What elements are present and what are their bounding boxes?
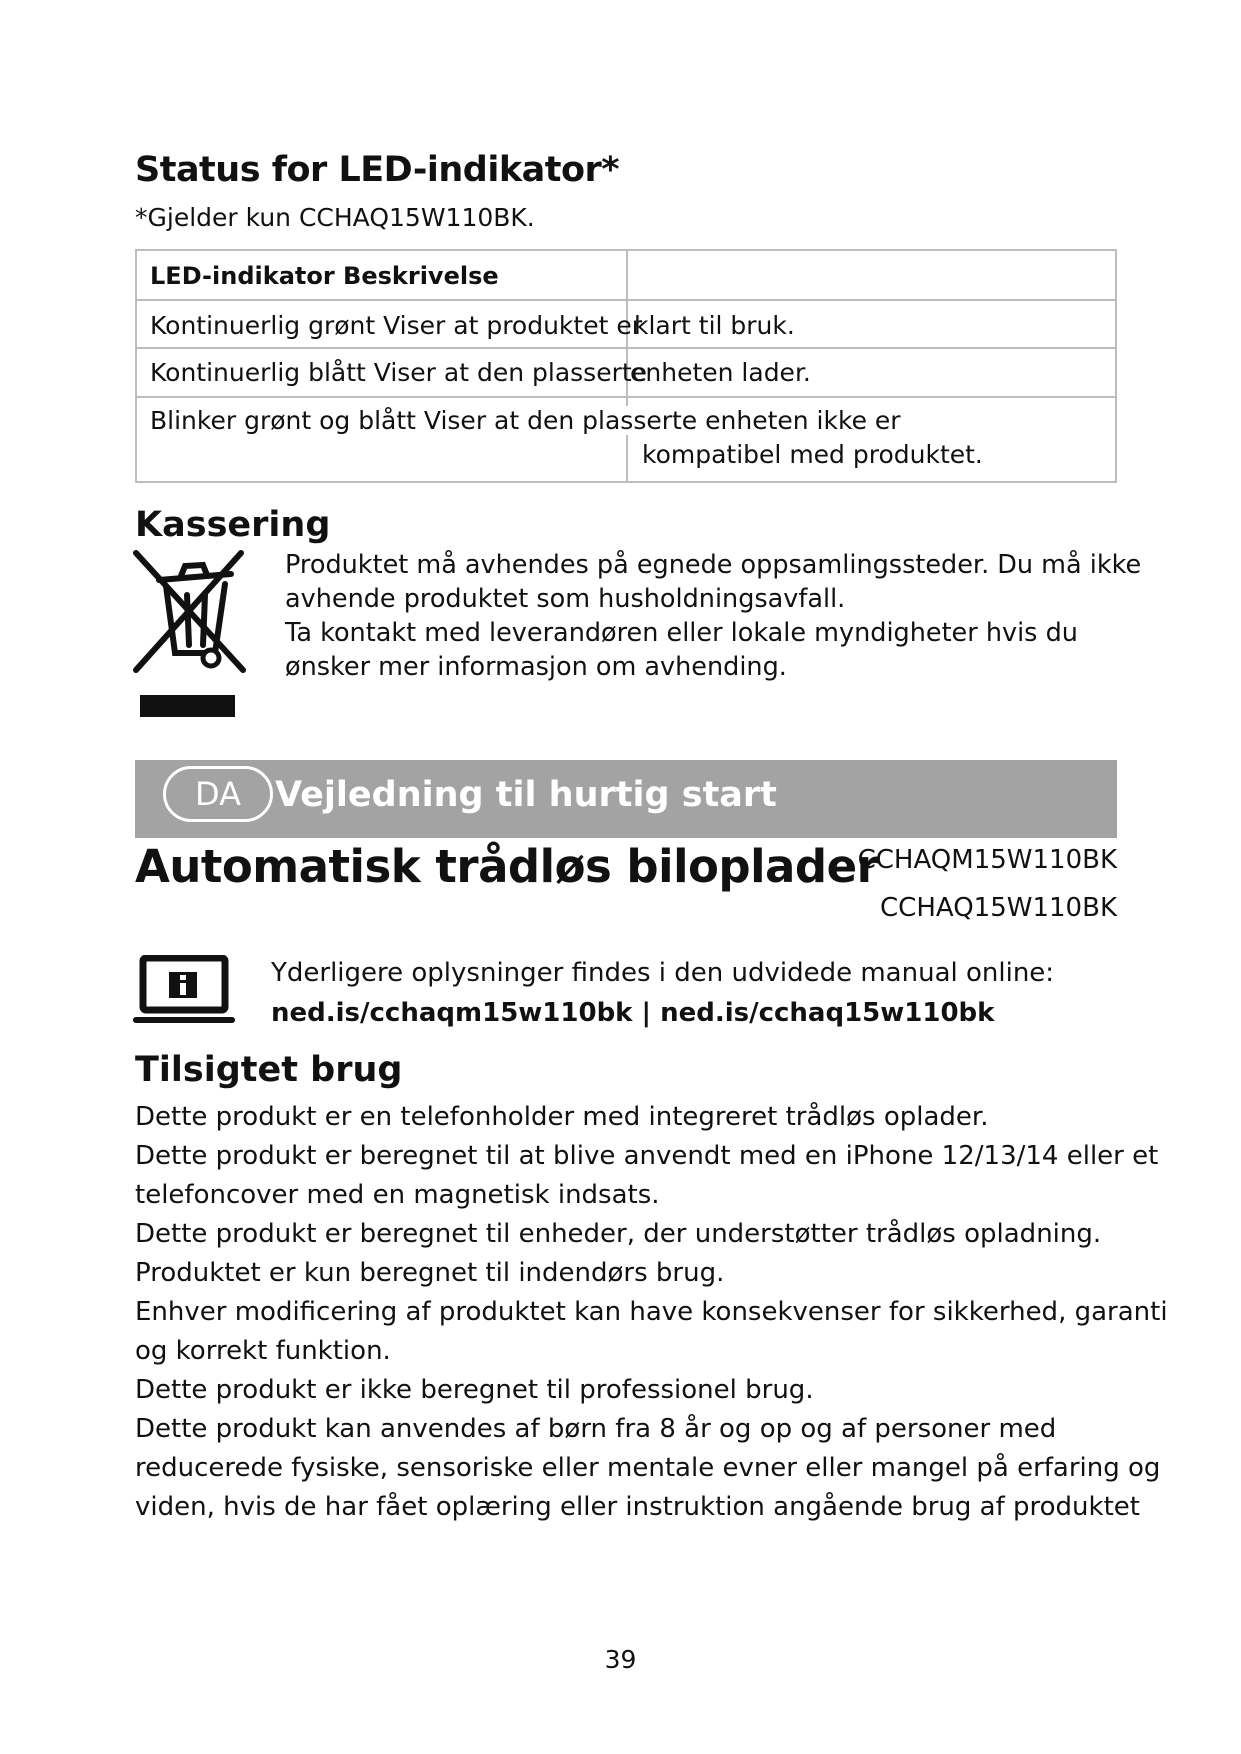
table-row bbox=[137, 301, 1115, 349]
intended-use-line: Enhver modificering af produktet kan have konsekvenser for sikkerhed, garanti bbox=[135, 1297, 1168, 1327]
intended-use-text bbox=[135, 1098, 1168, 1527]
disposal-line: ønsker mer informasjon om avhending. bbox=[285, 652, 787, 682]
table-cell-indicator: Kontinuerlig blått Viser at den plasserte bbox=[150, 358, 648, 387]
table-row bbox=[137, 349, 1115, 398]
crossed-out-wheelie-bin-icon bbox=[133, 550, 248, 720]
disposal-line: Produktet må avhendes på egnede oppsamlingssteder. Du må ikke bbox=[285, 550, 1142, 580]
intended-use-heading: Tilsigtet brug bbox=[135, 1050, 403, 1090]
intended-use-line: Dette produkt er ikke beregnet til professionel brug. bbox=[135, 1375, 814, 1405]
intended-use-line: Produktet er kun beregnet til indendørs brug. bbox=[135, 1258, 725, 1288]
language-badge: DA bbox=[163, 766, 273, 822]
online-manual-info bbox=[271, 953, 1054, 1033]
intended-use-line: telefoncover med en magnetisk indsats. bbox=[135, 1180, 660, 1210]
led-status-table bbox=[135, 249, 1117, 483]
disposal-text bbox=[285, 548, 1142, 684]
intended-use-line: Dette produkt er beregnet til at blive anvendt med en iPhone 12/13/14 eller et bbox=[135, 1141, 1159, 1171]
intended-use-line: Dette produkt er beregnet til enheder, der understøtter trådløs opladning. bbox=[135, 1219, 1102, 1249]
table-cell-description: klart til bruk. bbox=[634, 311, 795, 340]
led-note: *Gjelder kun CCHAQ15W110BK. bbox=[135, 203, 535, 232]
intended-use-line: reducerede fysiske, sensoriske eller mentale evner eller mangel på erfaring og bbox=[135, 1453, 1161, 1483]
table-cell-description: enheten lader. bbox=[630, 358, 811, 387]
product-title: Automatisk trådløs biloplader bbox=[135, 840, 879, 893]
model-number: CCHAQ15W110BK bbox=[880, 893, 1117, 923]
intended-use-line: Dette produkt er en telefonholder med integreret trådløs oplader. bbox=[135, 1102, 989, 1132]
table-cell-description: kompatibel med produktet. bbox=[642, 440, 983, 469]
laptop-info-icon bbox=[133, 955, 238, 1025]
disposal-line: avhende produktet som husholdningsavfall. bbox=[285, 584, 846, 614]
page-number: 39 bbox=[604, 1645, 637, 1674]
online-manual-text: Yderligere oplysninger findes i den udvidede manual online: bbox=[271, 958, 1055, 988]
disposal-line: Ta kontakt med leverandøren eller lokale myndigheter hvis du bbox=[285, 618, 1078, 648]
intended-use-line: og korrekt funktion. bbox=[135, 1336, 391, 1366]
led-status-heading: Status for LED-indikator* bbox=[135, 150, 620, 190]
intended-use-line: viden, hvis de har fået oplæring eller instruktion angående brug af produktet bbox=[135, 1492, 1140, 1522]
model-number: CCHAQM15W110BK bbox=[857, 845, 1117, 875]
manual-links[interactable]: ned.is/cchaqm15w110bk | ned.is/cchaq15w110bk bbox=[271, 998, 995, 1028]
table-header-cell: LED-indikator Beskrivelse bbox=[150, 262, 499, 290]
disposal-heading: Kassering bbox=[135, 505, 331, 545]
table-cell-indicator: Blinker grønt og blått Viser at den plasserte enheten ikke er bbox=[150, 406, 907, 435]
table-row bbox=[137, 398, 1115, 483]
table-header-row bbox=[137, 251, 1115, 301]
intended-use-line: Dette produkt kan anvendes af børn fra 8 år og op og af personer med bbox=[135, 1414, 1057, 1444]
banner-title: Vejledning til hurtig start bbox=[275, 775, 777, 815]
table-cell-indicator: Kontinuerlig grønt Viser at produktet er bbox=[150, 311, 643, 340]
